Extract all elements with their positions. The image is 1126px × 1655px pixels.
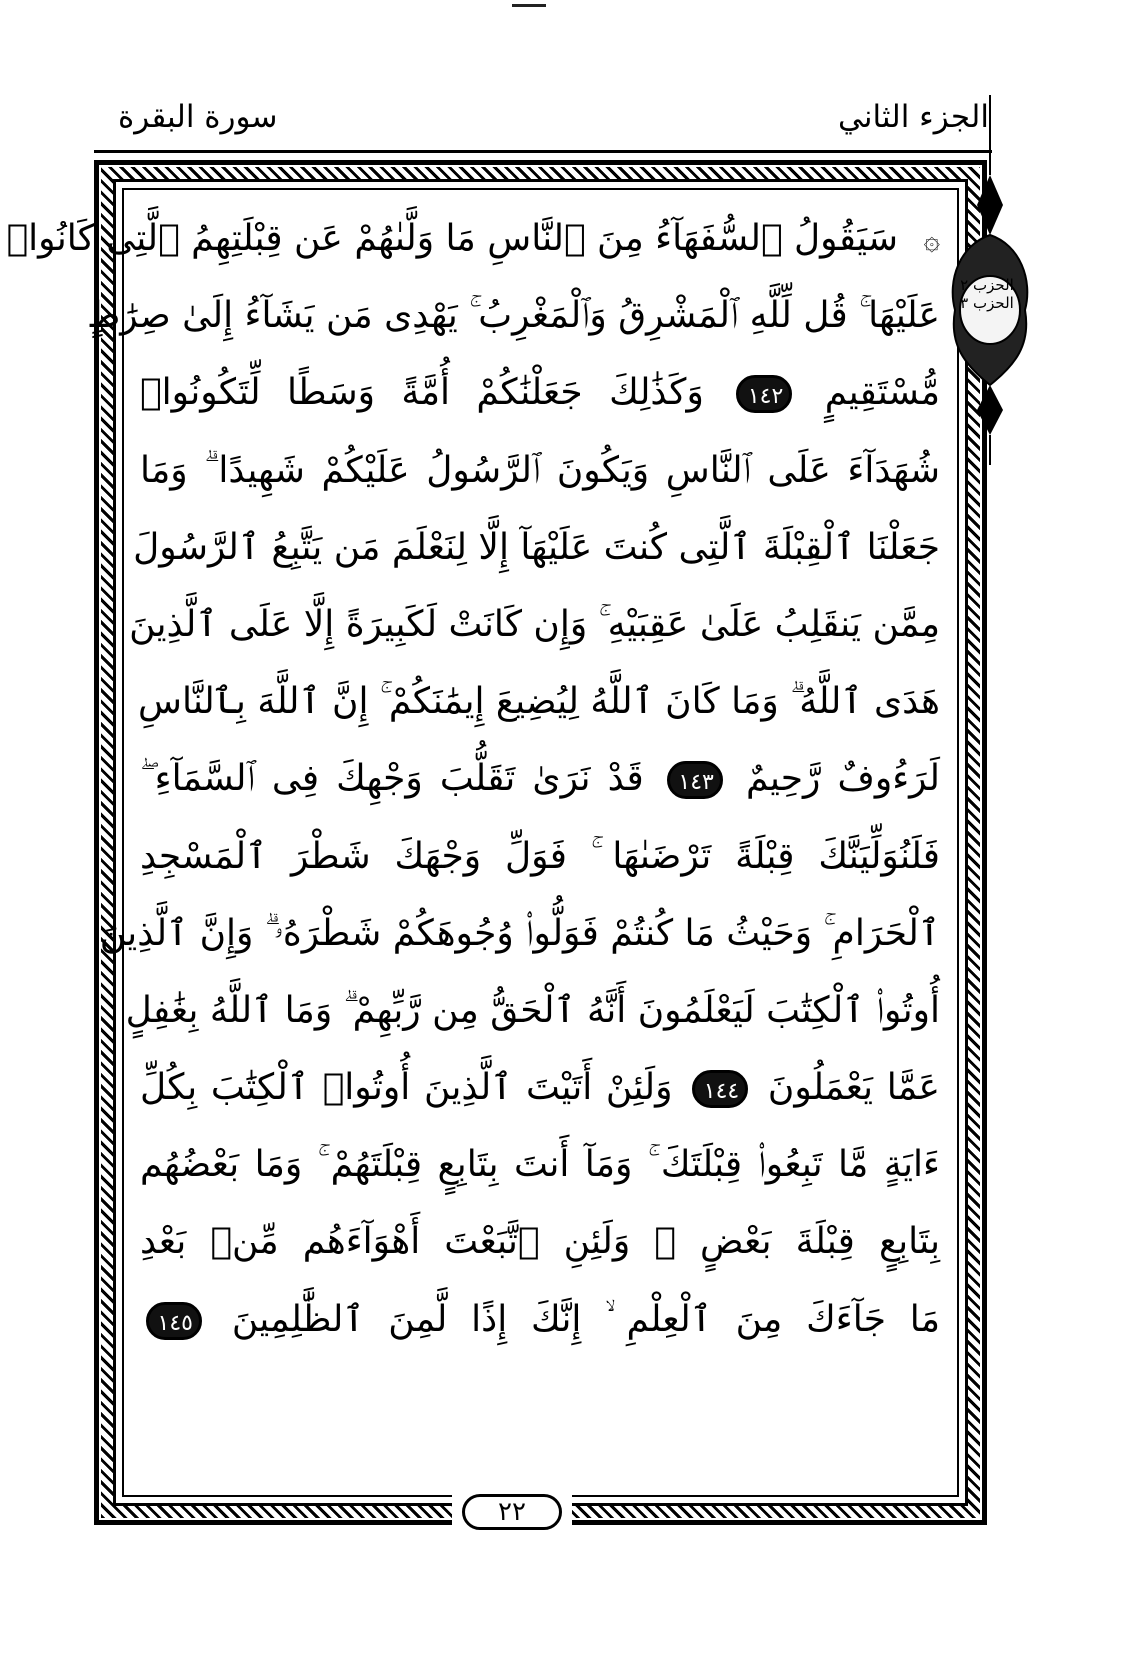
verse-block (6, 200, 941, 1358)
header-rule (94, 150, 992, 153)
verse-line (125, 972, 940, 1049)
verse-line (140, 740, 940, 817)
verse-line-text: عَلَيْهَا ۚ قُل لِّلَّهِ ٱلْمَشْرِقُ وَٱلْمَغْرِبُ ۚ يَهْدِى مَن يَشَآءُ إِلَىٰ صِرَٰطٍ (86, 295, 940, 337)
verse-line-text: أُوتُوا۟ ٱلْكِتَٰبَ لَيَعْلَمُونَ أَنَّهُ ٱلْحَقُّ مِن رَّبِّهِمْ ۗ وَمَا ٱللَّهُ بِغَٰفِلٍ (125, 989, 940, 1031)
ayah-number-marker: ١٤٢ (736, 375, 792, 413)
surah-title: سورة البقرة (118, 99, 278, 135)
top-scan-mark (512, 4, 546, 7)
ayah-number-marker: ١٤٥ (146, 1302, 202, 1340)
ayah-number-marker: ١٤٤ (692, 1070, 748, 1108)
verse-line-text: لَرَءُوفٌ رَّحِيمٌ (745, 758, 941, 800)
verse-line (140, 1203, 940, 1280)
verse-line-text: مِمَّن يَنقَلِبُ عَلَىٰ عَقِبَيْهِ ۚ وَإِن كَانَتْ لَكَبِيرَةً إِلَّا عَلَى ٱلَّذِينَ (129, 603, 940, 645)
verse-line (86, 277, 940, 354)
verse-line (140, 1281, 940, 1358)
verse-line (129, 586, 940, 663)
rub-el-hizb-icon: ۞ (923, 223, 940, 256)
verse-line-text-after: وَكَذَٰلِكَ جَعَلْنَٰكُمْ أُمَّةً وَسَطًا لِّتَكُونُوا۟ (140, 372, 704, 414)
verse-line-text-after: قَدْ نَرَىٰ تَقَلُّبَ وَجْهِكَ فِى ٱلسَّمَآءِ ۖ (140, 758, 644, 800)
verse-line (133, 509, 940, 586)
hizb-line-2: الحزب ٣ (960, 294, 1014, 312)
verse-line-text: سَيَقُولُ ٱلسُّفَهَآءُ مِنَ ٱلنَّاسِ مَا وَلَّىٰهُمْ عَن قِبْلَتِهِمُ ٱلَّتِى كَانُوا۟ (6, 218, 898, 259)
verse-line (140, 1126, 940, 1203)
verse-line-text-after: وَلَئِنْ أَتَيْتَ ٱلَّذِينَ أُوتُوا۟ ٱلْكِتَٰبَ بِكُلِّ (140, 1067, 673, 1109)
juz-title: الجزء الثاني (838, 99, 989, 135)
verse-line-text: مُّسْتَقِيمٍ (824, 372, 941, 414)
verse-line (140, 432, 940, 509)
page-number-wrap (452, 1492, 572, 1532)
verse-line (99, 895, 940, 972)
hizb-line-1: الحزب ٢ (960, 276, 1014, 294)
page-number: ٢٢ (462, 1494, 562, 1530)
verse-line-text: مَا جَآءَكَ مِنَ ٱلْعِلْمِ ۙ إِنَّكَ إِذًا لَّمِنَ ٱلظَّٰلِمِينَ (231, 1298, 940, 1340)
hizb-marker-text (952, 276, 1022, 312)
verse-line-text: عَمَّا يَعْمَلُونَ (767, 1067, 941, 1109)
verse-line-text: هَدَى ٱللَّهُ ۗ وَمَا كَانَ ٱللَّهُ لِيُضِيعَ إِيمَٰنَكُمْ ۚ إِنَّ ٱللَّهَ بِٱلنَّاسِ (138, 681, 940, 723)
verse-line-text: بِتَابِعٍ قِبْلَةَ بَعْضٍ ۚ وَلَئِنِ ٱتَّبَعْتَ أَهْوَآءَهُم مِّنۢ بَعْدِ (140, 1221, 940, 1263)
verse-line-text: ٱلْحَرَامِ ۚ وَحَيْثُ مَا كُنتُمْ فَوَلُّوا۟ وُجُوهَكُمْ شَطْرَهُۥ ۗ وَإِنَّ ٱلَّذِينَ (99, 912, 940, 954)
verse-line (140, 1049, 940, 1126)
verse-line-text: فَلَنُوَلِّيَنَّكَ قِبْلَةً تَرْضَىٰهَا ۚ فَوَلِّ وَجْهَكَ شَطْرَ ٱلْمَسْجِدِ (140, 835, 940, 877)
verse-line-text: جَعَلْنَا ٱلْقِبْلَةَ ٱلَّتِى كُنتَ عَلَيْهَآ إِلَّا لِنَعْلَمَ مَن يَتَّبِعُ ٱلرَّسُولَ (133, 526, 940, 568)
verse-line (140, 354, 940, 431)
verse-line-text: شُهَدَآءَ عَلَى ٱلنَّاسِ وَيَكُونَ ٱلرَّسُولُ عَلَيْكُمْ شَهِيدًا ۗ وَمَا (140, 449, 940, 491)
verse-line-text: ءَايَةٍ مَّا تَبِعُوا۟ قِبْلَتَكَ ۚ وَمَآ أَنتَ بِتَابِعٍ قِبْلَتَهُمْ ۚ وَمَا بَعْضُهُم (140, 1144, 940, 1186)
verse-line (140, 818, 940, 895)
ayah-number-marker: ١٤٣ (667, 761, 723, 799)
verse-line (140, 663, 940, 740)
verse-line (6, 200, 940, 277)
